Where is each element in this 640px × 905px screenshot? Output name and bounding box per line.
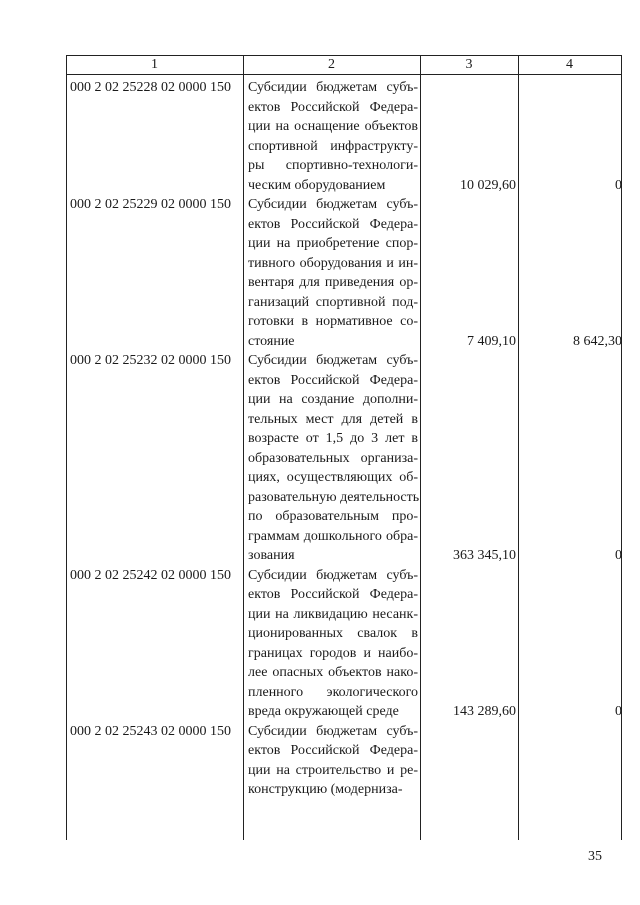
description-line: стояние [248, 333, 295, 349]
row-description [248, 351, 418, 566]
description-line: лее опасных объектов нако- [248, 665, 418, 680]
description-line: ционированных свалок в [248, 626, 418, 641]
table-left-border [66, 55, 67, 840]
row-description [248, 78, 418, 195]
description-line: возрасте от 1,5 до 3 лет в [248, 431, 418, 446]
description-line: тельных мест для детей в [248, 411, 418, 427]
column-header-3: 3 [465, 57, 473, 72]
description-line: ектов Российской Федера- [248, 587, 418, 602]
description-line: ции на приобретение спор- [248, 236, 418, 251]
page-number: 35 [588, 849, 602, 864]
description-line: конструкцию (модерниза- [248, 782, 403, 797]
description-line: ектов Российской Федера- [248, 216, 418, 232]
description-line: спортивной инфраструкту- [248, 138, 418, 154]
description-line: ции на создание дополни- [248, 392, 418, 407]
description-line: границах городов и наибо- [248, 645, 418, 661]
description-line: вреда окружающей среде [248, 704, 399, 719]
description-line: ектов Российской Федера- [248, 99, 418, 115]
description-line: разовательную деятельность [248, 489, 420, 505]
column-divider-1-2 [243, 55, 244, 840]
column-header-1: 1 [151, 57, 158, 72]
row-value-col3: 7 409,10 [467, 333, 516, 349]
column-header-4: 4 [566, 57, 573, 72]
row-code: 000 2 02 25243 02 0000 150 [70, 723, 231, 739]
row-value-col4: 8 642,30 [573, 333, 622, 349]
description-line: Субсидии бюджетам субъ- [248, 197, 418, 212]
row-value-col3: 10 029,60 [460, 177, 516, 193]
description-line: ции на ликвидацию несанк- [248, 606, 418, 622]
description-line: Субсидии бюджетам субъ- [248, 80, 418, 95]
description-line: циях, осуществляющих об- [248, 470, 418, 485]
description-line: ции на оснащение объектов [248, 119, 418, 134]
description-line: Субсидии бюджетам субъ- [248, 353, 418, 368]
table-right-border [621, 55, 622, 840]
description-line: зования [248, 548, 295, 563]
row-description [248, 195, 418, 351]
description-line: ры спортивно-технологи- [248, 158, 418, 173]
row-description [248, 722, 418, 800]
row-value-col4: 0 [615, 177, 622, 193]
description-line: пленного экологического [248, 684, 418, 700]
description-line: тивного оборудования и ин- [248, 255, 418, 271]
description-line: по образовательным про- [248, 509, 418, 524]
description-line: Субсидии бюджетам субъ- [248, 567, 418, 583]
row-code: 000 2 02 25228 02 0000 150 [70, 80, 231, 95]
description-line: ектов Российской Федера- [248, 743, 418, 758]
column-divider-3-4 [518, 55, 519, 840]
description-line: ческим оборудованием [248, 177, 386, 193]
description-line: вентаря для приведения ор- [248, 275, 418, 290]
description-line: ектов Российской Федера- [248, 372, 418, 388]
description-line: ции на строительство и ре- [248, 762, 418, 778]
row-description [248, 566, 418, 722]
row-value-col4: 0 [615, 548, 622, 563]
description-line: граммам дошкольного обра- [248, 528, 418, 544]
row-code: 000 2 02 25232 02 0000 150 [70, 353, 231, 368]
row-code: 000 2 02 25242 02 0000 150 [70, 567, 231, 583]
row-value-col4: 0 [615, 704, 622, 719]
description-line: ганизаций спортивной под- [248, 294, 418, 310]
row-value-col3: 363 345,10 [453, 548, 516, 563]
row-code: 000 2 02 25229 02 0000 150 [70, 197, 231, 212]
row-value-col3: 143 289,60 [453, 704, 516, 719]
description-line: Субсидии бюджетам субъ- [248, 723, 418, 739]
column-header-2: 2 [328, 57, 335, 72]
column-divider-2-3 [420, 55, 421, 840]
description-line: образовательных организа- [248, 450, 418, 466]
description-line: готовки в нормативное со- [248, 314, 418, 329]
table-header-border [66, 74, 622, 75]
